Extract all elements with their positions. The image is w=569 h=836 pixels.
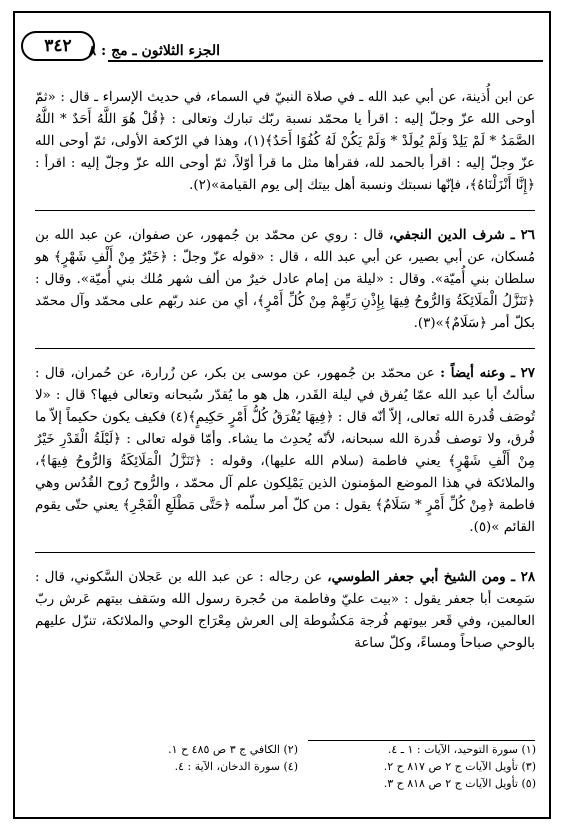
hadith-28-title: ٢٨ ـ ومن الشيخ أبي جعفر الطوسي، [327, 569, 536, 585]
hadith-26-text: قال : روي عن محمّد بن جُمهور، عن صفوان، عن عبد الله بن مُسكان، عن أبي بصير، عن أبي عبد الله ، قال : «قوله عزّ وجلّ : ﴿خَيْرٌ مِنْ أَلْفِ شَهْرٍ﴾ هو سلطان بني أُميّة». وقال : «ليلة من إمام عادل خيرٌ من ألف شهر مُلك بني أُميّة». وقال : ﴿تَنَزَّلُ الْمَلَائِكَةُ وَالرُّوحُ فِيهَا بِإِذْنِ رَبِّهِمْ مِنْ كُلِّ أَمْرٍ﴾، أي من عند ربّهم على محمّد وآل محمّد بكلّ أمر ﴿سَلَامٌ﴾»(٣). [35, 228, 535, 331]
hadith-27 [35, 348, 535, 539]
main-text [35, 87, 535, 655]
hadith-26 [35, 210, 535, 335]
header-rule [108, 60, 543, 62]
footnote-1: (١) سورة التوحيد، الآيات : ١ ـ ٤. [387, 743, 536, 756]
footnote-2: (٢) الكافي ج ٣ ص ٤٨٥ ح ١. [168, 743, 298, 756]
hadith-28 [35, 552, 535, 655]
page-header [13, 11, 551, 71]
hadith-26-title: ٢٦ ـ شرف الدين النجفي، [389, 227, 535, 243]
footnote-4: (٤) سورة الدخان، الآية : ٤. [174, 760, 298, 773]
hadith-28-text: عن رجاله : عن عبد الله بن عَجلان السَّكوني، قال : سَمِعت أبا جعفر يقول : «بيت عليّ وفاطمة من حُجرة رسول الله وسَقف بيتهم عَرش ربّ العالمين، وفي قَعر بيوتهم فُرجة مَكشُوطة إلى العرش مِعْرَاج الوحي والملائكة، تنزّل عليهم بالوحي صباحاً ومساءً، وكلّ ساعة [35, 570, 535, 651]
hadith-27-title: ٢٧ ـ وعنه أيضاً : [440, 365, 535, 381]
footnote-3: (٣) تأويل الآيات ج ٢ ص ٨١٧ ح ٢. [383, 760, 536, 773]
hadith-27-text: عن محمّد بن جُمهور، عن موسى بن بكر، عن زُرارة، عن حُمران، قال : سألتُ أبا عبد الله عمّا يُفرق في ليلة القَدر، هل هو ما يُقدّر سُبحانه وتعالى فيها؟ قال : «لا تُوصَف قُدرة الله تعالى، إلاّ أنّه قال : ﴿فِيهَا يُفْرَقُ كُلُّ أَمْرٍ حَكِيمٍ﴾(٤) فكيف يكون حكيماً إلاّ ما فُرق، ولا توصف قُدرة الله سبحانه، لأنّه يُحدِث ما يشاء. وأمّا قوله تعالى : ﴿لَيْلَةُ الْقَدْرِ خَيْرٌ مِنْ أَلْفِ شَهْرٍ﴾ يعني فاطمة (سلام الله عليها)، وقوله : ﴿تَنَزَّلُ الْمَلَائِكَةُ وَالرُّوحُ فِيهَا﴾، والملائكة في هذا الموضع المؤمنون الذين يَمْلِكون علم آل محمّد ، والرُّوح رُوح القُدُس وهي فاطمة ﴿مِنْ كُلِّ أَمْرٍ * سَلَامٌ﴾ يقول : من كلّ أمر سلّمه ﴿حَتَّى مَطْلَعِ الْفَجْرِ﴾ يعني حتّى يقوم القائم »(٥). [35, 366, 535, 535]
intro-paragraph: عن ابن أُذينة، عن أبي عبد الله ـ في صلاة النبيّ في السماء، في حديث الإسراء ـ قال : «ثمّ أوحى الله عزّ وجلّ إليه : اقرأ يا محمّد نسبة ربّك تبارك وتعالى : ﴿قُلْ هُوَ اللَّهُ أَحَدٌ * اللَّهُ الصَّمَدُ * لَمْ يَلِدْ وَلَمْ يُولَدْ * وَلَمْ يَكُنْ لَهُ كُفُوًا أَحَدٌ﴾(١)، وهذا في الرّكعة الأولى، ثمّ أوحى الله عزّ وجلّ إليه : اقرأ بالحمد لله، فقرأها مثل ما قرأ أوّلاً، ثمّ أوحى الله عزّ وجلّ إليه : اقرأ : ﴿إِنَّا أَنْزَلْنَاهُ﴾، فإنّها نسبتك ونسبة أهل بيتك إلى يوم القيامة»(٢). [35, 90, 535, 193]
footnotes [60, 741, 536, 792]
footnote-5: (٥) تأويل الآيات ج ٢ ص ٨١٨ ح ٣. [383, 777, 536, 790]
page-number: ٣٤٢ [21, 31, 95, 61]
running-header-title: الجزء الثلاثون ـ مج : ٨ [88, 43, 220, 59]
